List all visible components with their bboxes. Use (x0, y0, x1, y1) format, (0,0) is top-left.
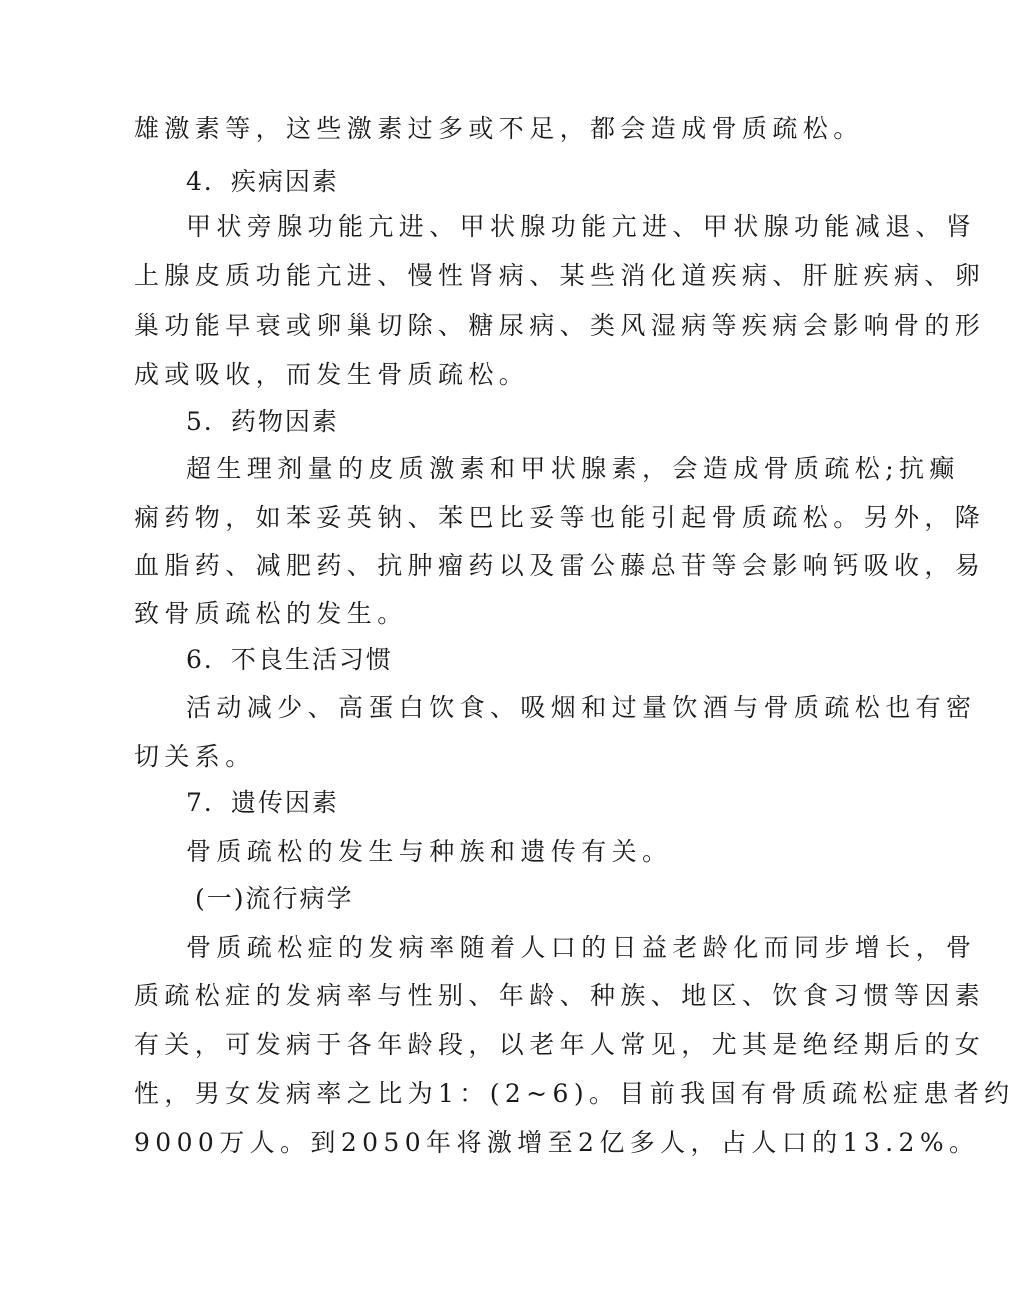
subsection-heading-epidemiology: (一)流行病学 (195, 884, 354, 913)
paragraph-line: 致骨质疏松的发生。 (134, 599, 408, 628)
paragraph-line: 上腺皮质功能亢进、慢性肾病、某些消化道疾病、肝脏疾病、卵 (134, 261, 986, 290)
paragraph-line: 甲状旁腺功能亢进、甲状腺功能亢进、甲状腺功能减退、肾 (186, 212, 977, 241)
paragraph-line: 血脂药、减肥药、抗肿瘤药以及雷公藤总苷等会影响钙吸收，易 (134, 551, 986, 580)
paragraph-line: 痫药物，如苯妥英钠、苯巴比妥等也能引起骨质疏松。另外，降 (134, 503, 986, 532)
section-heading-lifestyle: 6．不良生活习惯 (186, 645, 393, 674)
paragraph-line: 质疏松症的发病率与性别、年龄、种族、地区、饮食习惯等因素 (134, 981, 986, 1010)
paragraph-line: 骨质疏松症的发病率随着人口的日益老龄化而同步增长，骨 (186, 933, 977, 962)
section-heading-genetic-factors: 7．遗传因素 (186, 788, 339, 817)
section-heading-drug-factors: 5．药物因素 (186, 407, 339, 436)
paragraph-line: 有关，可发病于各年龄段，以老年人常见，尤其是绝经期后的女 (134, 1030, 986, 1059)
paragraph-line: 性，男女发病率之比为1：(2~6)。目前我国有骨质疏松症患者约 (134, 1079, 1015, 1108)
paragraph-line: 切关系。 (134, 742, 256, 771)
paragraph-line: 成或吸收，而发生骨质疏松。 (134, 360, 530, 389)
section-heading-disease-factors: 4．疾病因素 (186, 167, 339, 196)
paragraph-line: 活动减少、高蛋白饮食、吸烟和过量饮酒与骨质疏松也有密 (186, 693, 977, 722)
paragraph-line: 雄激素等，这些激素过多或不足，都会造成骨质疏松。 (134, 114, 864, 143)
paragraph-line: 超生理剂量的皮质激素和甲状腺素，会造成骨质疏松;抗癫 (186, 454, 960, 483)
paragraph-line: 骨质疏松的发生与种族和遗传有关。 (186, 837, 673, 866)
paragraph-line: 9000万人。到2050年将激增至2亿多人，占人口的13.2%。 (134, 1128, 980, 1157)
paragraph-line: 巢功能早衰或卵巢切除、糖尿病、类风湿病等疾病会影响骨的形 (134, 311, 986, 340)
